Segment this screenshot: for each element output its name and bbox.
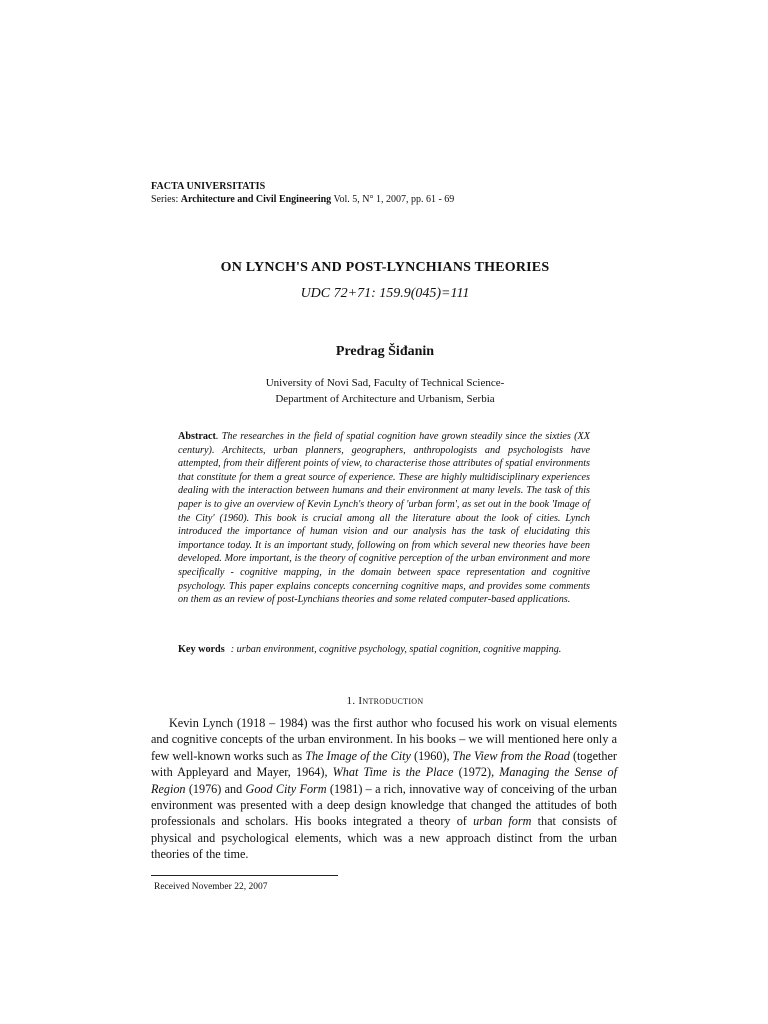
udc-code: UDC 72+71: 159.9(045)=111 (300, 286, 470, 301)
series-prefix: Series: (151, 194, 181, 205)
emphasis-term: urban form (473, 814, 532, 829)
affiliation (140, 375, 630, 407)
section-heading (140, 695, 630, 707)
book-title: Good City Form (245, 781, 327, 796)
body-text-segment: (together with Appleyard and Mayer, 1964), (151, 748, 617, 780)
series-name: Architecture and Civil Engineering (180, 194, 332, 205)
keywords-label: Key words (178, 644, 225, 655)
book-title: The View from the Road (452, 748, 570, 763)
body-text-segment: (1960), (410, 748, 453, 763)
affiliation-line-1: University of Novi Sad, Faculty of Technical Science- (265, 377, 505, 389)
section-number: 1. (346, 695, 359, 707)
affiliation-line-2: Department of Architecture and Urbanism, Serbia (275, 393, 495, 405)
keywords-text: : urban environment, cognitive psychology, spatial cognition, cognitive mapping. (230, 644, 562, 655)
abstract-text: . The researches in the field of spatial cognition have grown steadily since the sixties (XX century). Architects, urban planners, geographers, anthropologists and psychologists have attempted, from their different points of view, to characterise those attributes of spatial environments that constitute for them a great source of experience. These are highly multidisciplinary experiences dealing with the interaction between humans and their environment at many levels. The task of this paper is to give an overview of Kevin Lynch's theory of 'urban form', as set out in the book 'Image of the City' (1960). This book is crucial among all the literature about the look of cities. Lynch introduced the importance of human vision and our analysis has the task of elucidating this importance today. It is an important study, following on from which several new theories have been developed. More important, is the theory of cognitive perception of the urban environment and more specifically - cognitive mapping, in the domain between space representation and cognitive psychology. This paper explains concepts concerning cognitive maps, and provides some comments on them as an review of post-Lynchians theories and some related computer-based applications. (178, 431, 590, 606)
body-text-segment: (1972), (453, 765, 500, 780)
book-title: Managing the Sense of Region (151, 765, 617, 796)
book-title: The Image of the City (305, 748, 411, 763)
author-name: Predrag Šiđanin (335, 344, 435, 359)
abstract (178, 430, 590, 607)
keywords (178, 643, 590, 657)
paper-title: ON LYNCH'S AND POST-LYNCHIANS THEORIES (220, 260, 550, 275)
book-title: What Time is the Place (332, 765, 454, 780)
footnote-divider (151, 875, 338, 876)
abstract-label: Abstract (178, 431, 216, 442)
journal-header (151, 180, 631, 206)
series-details: Vol. 5, N° 1, 2007, pp. 61 - 69 (331, 194, 455, 205)
body-text-segment: (1981) – a rich, innovative way of conceiving of the urban environment was presented with a deep design knowledge that changed the attitudes of both professionals and scholars. His books integrated a theory of (151, 781, 618, 829)
body-paragraph (151, 715, 617, 863)
body-text-segment: that consists of physical and psychological elements, which was a new approach distinct from the urban theories of the time. (151, 814, 617, 862)
section-title: Introduction (358, 695, 424, 707)
journal-name: FACTA UNIVERSITATIS (151, 181, 266, 192)
series-line (151, 193, 631, 206)
body-text-segment: Kevin Lynch (1918 – 1984) was the first author who focused his work on visual elements and cognitive concepts of the urban environment. In his books – we will mentioned here only a few well-known works such as (151, 716, 617, 763)
body-text-segment: (1976) and (185, 781, 246, 796)
received-footnote: Received November 22, 2007 (154, 882, 268, 892)
